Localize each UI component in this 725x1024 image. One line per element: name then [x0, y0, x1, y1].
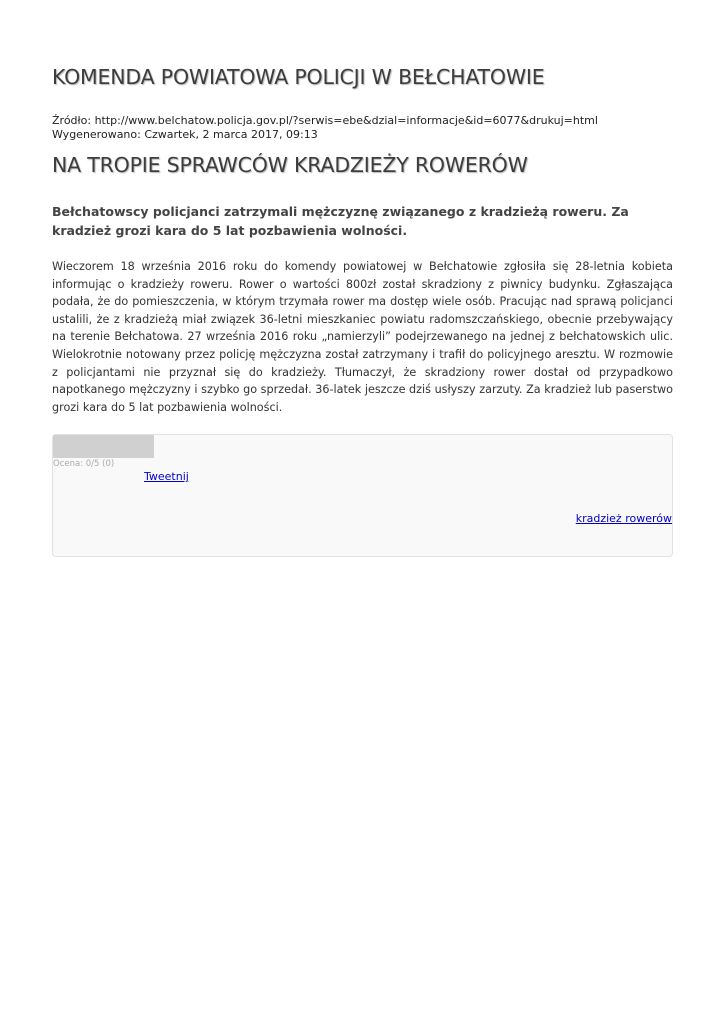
tag-link[interactable]: kradzież rowerów — [575, 512, 672, 525]
meta-info — [52, 114, 598, 142]
article-title: NA TROPIE SPRAWCÓW KRADZIEŻY ROWERÓW — [52, 153, 528, 177]
org-title: KOMENDA POWIATOWA POLICJI W BEŁCHATOWIE — [52, 65, 545, 89]
rating-label: Ocena: 0/5 (0) — [53, 459, 115, 469]
article-body: Wieczorem 18 września 2016 roku do komendy powiatowej w Bełchatowie zgłosiła się 28-letnia kobieta informując o kradzieży roweru. Rower o wartości 800zł został skradziony z piwnicy budynku. Zgłaszająca podała, że do pomieszczenia, w którym trzymała rower ma dostęp wiele osób. Pracując nad sprawą policjanci ustalili, że z kradzieżą miał związek 36-letni mieszkaniec powiatu radomszczańskiego, obecnie przebywający na terenie Bełchatowa. 27 września 2016 roku „namierzyli” podejrzewanego na jednej z bełchatowskich ulic. Wielokrotnie notowany przez policję mężczyzna został zatrzymany i trafił do policyjnego aresztu. W rozmowie z policjantami nie przyznał się do kradzieży. Tłumaczył, że skradziony rower dostał od przypadkowo napotkanego mężczyzny i szybko go sprzedał. 36-latek jeszcze dziś usłyszy zarzuty. Za kradzież lub paserstwo grozi kara do 5 lat pozbawienia wolności. — [52, 260, 673, 414]
article-lead: Bełchatowscy policjanci zatrzymali mężczyznę związanego z kradzieżą roweru. Za kradzież grozi kara do 5 lat pozbawienia wolności. — [52, 204, 629, 238]
article-footer — [52, 434, 673, 557]
source-line: Źródło: http://www.belchatow.policja.gov.pl/?serwis=ebe&dzial=informacje&id=6077&drukuj=html — [52, 114, 598, 127]
tweet-link[interactable]: Tweetnij — [144, 470, 189, 483]
rating-stars-bar[interactable] — [53, 435, 154, 458]
generated-line: Wygenerowano: Czwartek, 2 marca 2017, 09:13 — [52, 128, 318, 141]
